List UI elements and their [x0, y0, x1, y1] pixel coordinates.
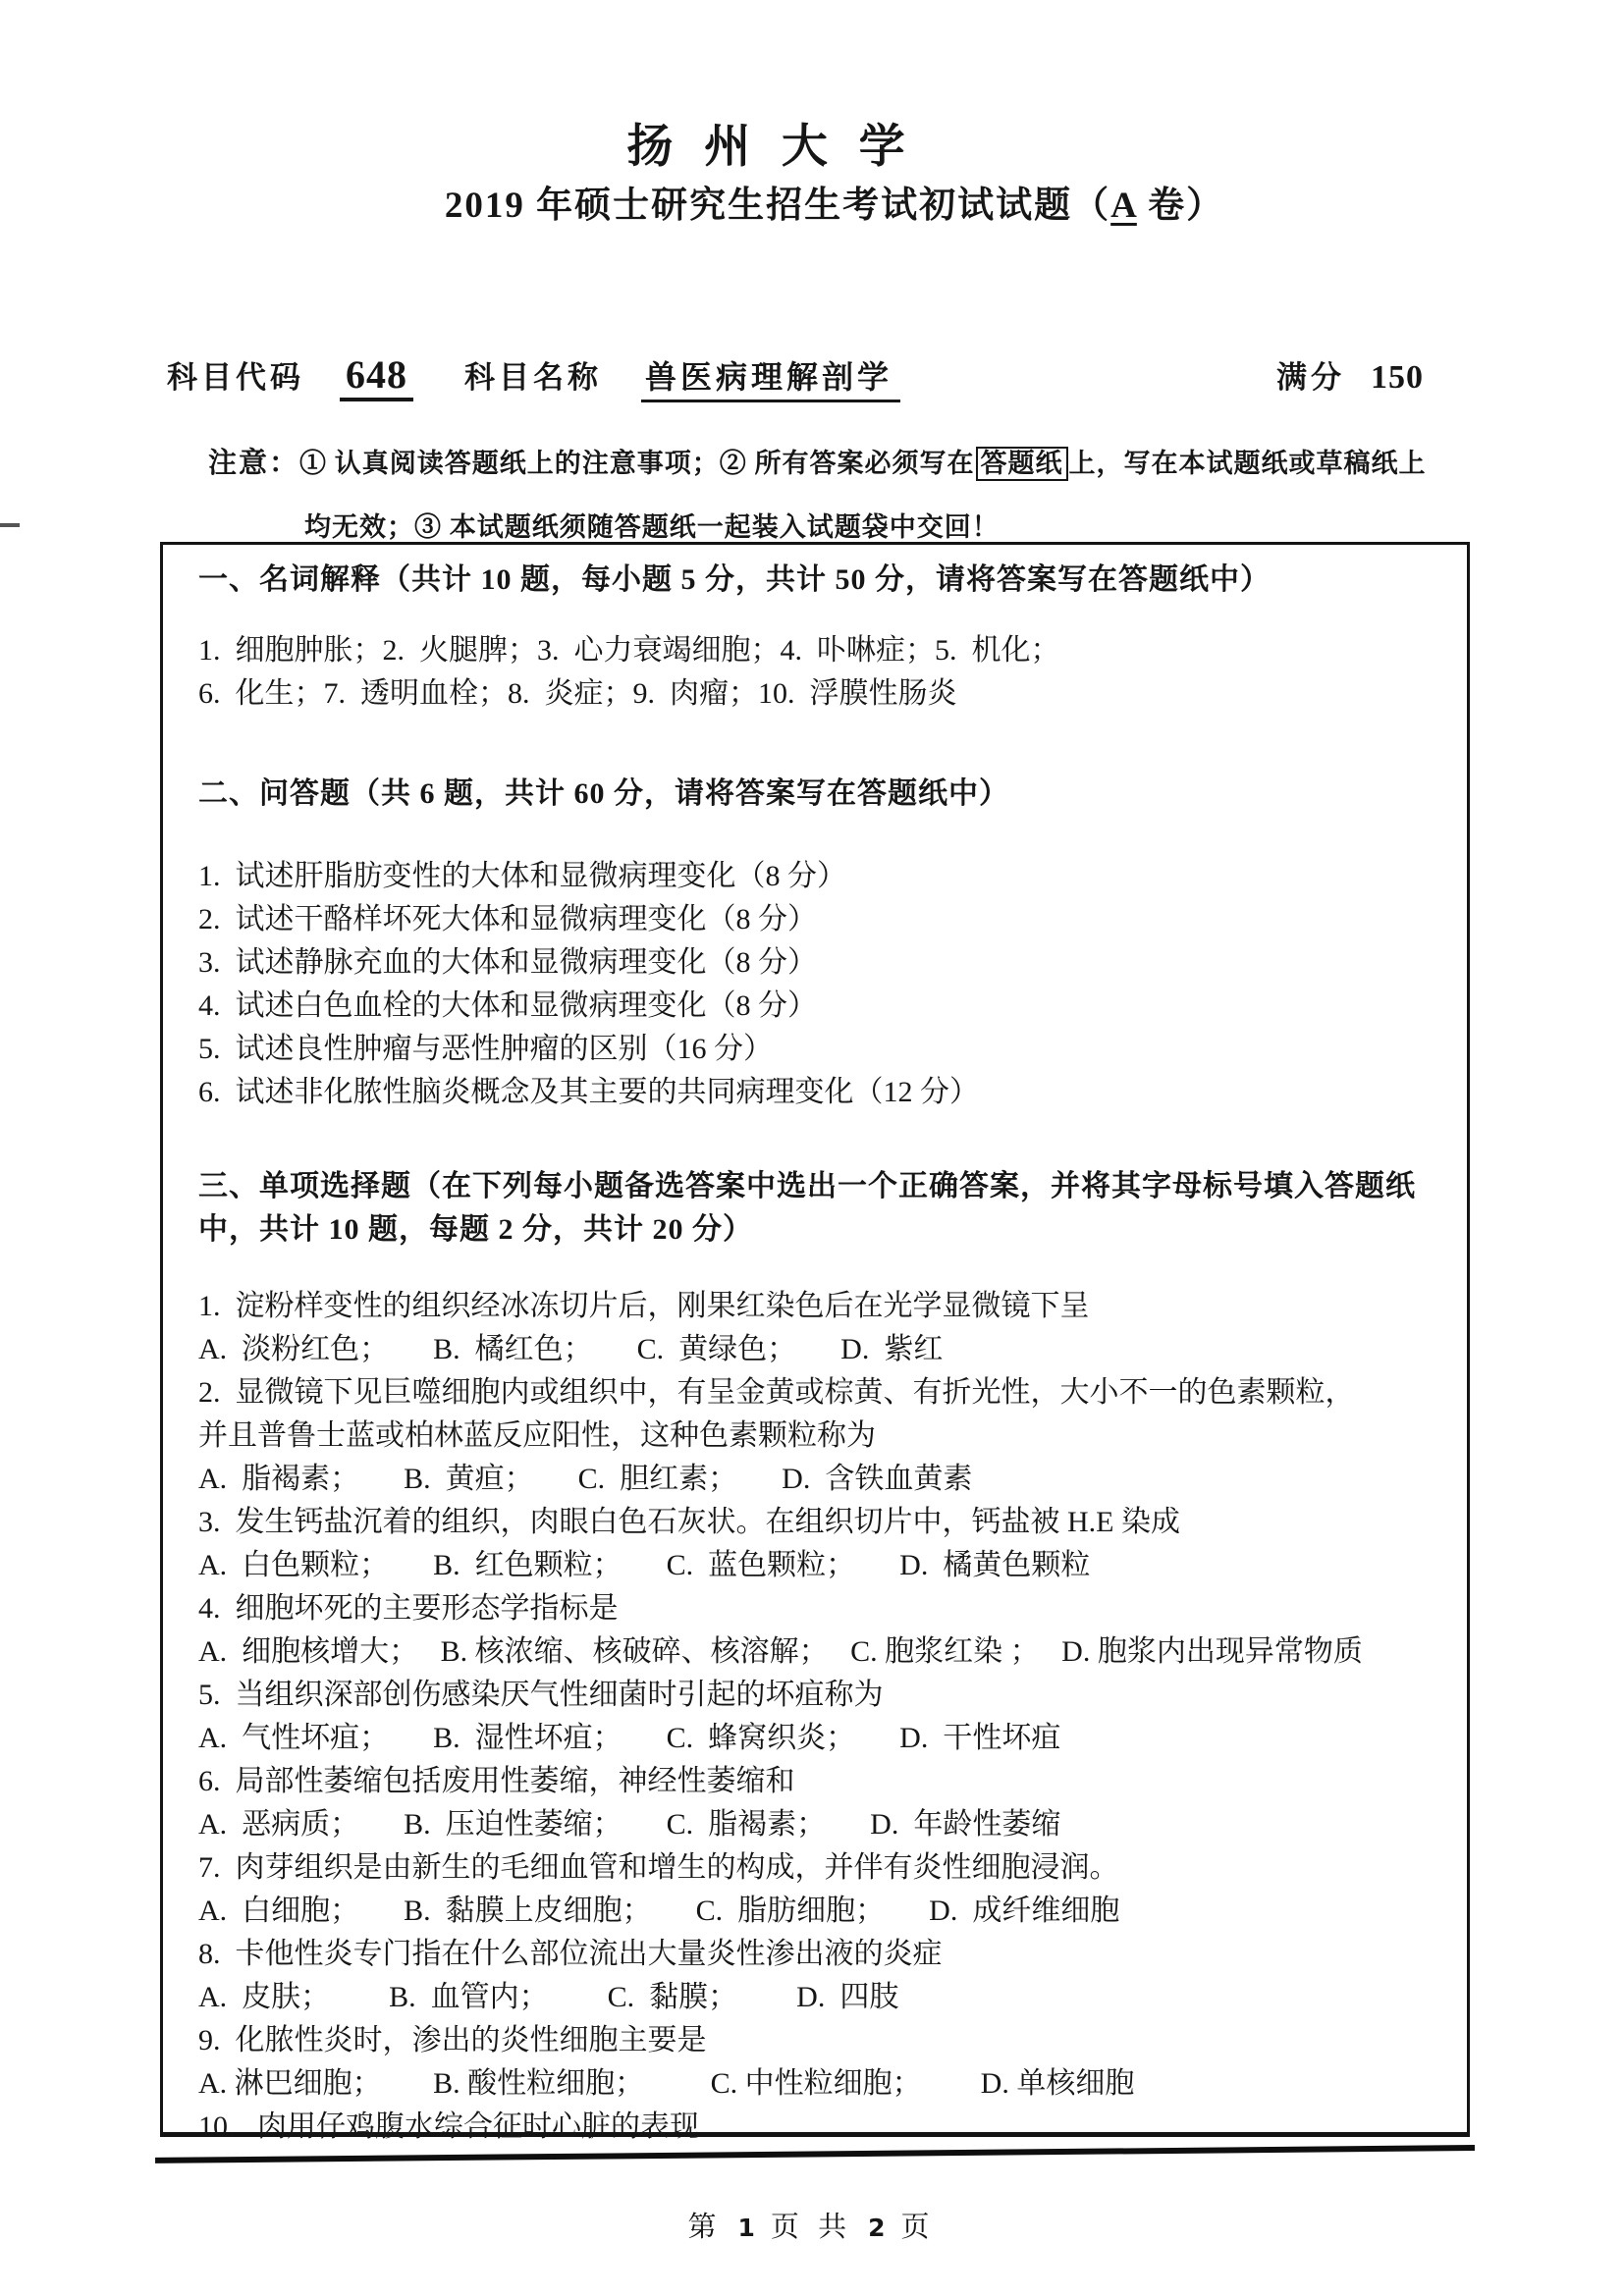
section-two-item: 4. 试述白色血栓的大体和显微病理变化（8 分）: [198, 989, 817, 1022]
exam-title-prefix: 2019 年硕士研究生招生考试初试试题（: [444, 186, 1111, 226]
footer-total-pages: 2: [868, 2214, 886, 2242]
section-one-heading: 一、名词解释（共计 10 题，每小题 5 分，共计 50 分，请将答案写在答题纸中）: [198, 563, 1271, 596]
question-line: 7. 肉芽组织是由新生的毛细血管和增生的构成，并伴有炎性细胞浸润。: [198, 1851, 1119, 1884]
notice-line1-before-box: ① 认真阅读答题纸上的注意事项；② 所有答案必须写在: [299, 449, 975, 478]
notice-boxed-word: 答题纸: [976, 447, 1068, 481]
question-line: 6. 局部性萎缩包括废用性萎缩，神经性萎缩和: [198, 1765, 795, 1797]
page-footer: [0, 2205, 1623, 2245]
footer-current-page: 1: [737, 2214, 755, 2242]
section-two-heading: 二、问答题（共 6 题，共计 60 分，请将答案写在答题纸中）: [198, 777, 1009, 810]
section-two-item: 2. 试述干酪样坏死大体和显微病理变化（8 分）: [198, 903, 817, 935]
section-three-heading: 三、单项选择题（在下列每小题备选答案中选出一个正确答案，并将其字母标号填入答题纸中，共计 10 题，每题 2 分，共计 20 分）: [198, 1170, 1416, 1246]
subject-meta-row: [167, 351, 1424, 402]
question-line: 1. 淀粉样变性的组织经冰冻切片后，刚果红染色后在光学显微镜下呈: [198, 1290, 1090, 1322]
options-line: A. 淋巴细胞； B. 酸性粒细胞； C. 中性粒细胞； D. 单核细胞: [198, 2067, 1135, 2100]
university-title: 扬 州 大 学: [626, 122, 915, 173]
options-line: A. 恶病质； B. 压迫性萎缩； C. 脂褐素； D. 年龄性萎缩: [198, 1808, 1061, 1841]
options-line: A. 白色颗粒； B. 红色颗粒； C. 蓝色颗粒； D. 橘黄色颗粒: [198, 1549, 1091, 1581]
question-box: [160, 542, 1470, 2143]
section-one-line: 6. 化生；7. 透明血栓；8. 炎症；9. 肉瘤；10. 浮膜性肠炎: [198, 677, 957, 710]
options-line: A. 皮肤； B. 血管内； C. 黏膜； D. 四肢: [198, 1981, 899, 2013]
paper-variant: A: [1110, 186, 1137, 226]
notice-label: 注意：: [208, 448, 300, 479]
question-line: 4. 细胞坏死的主要形态学指标是: [198, 1592, 619, 1625]
section-two-item: 3. 试述静脉充血的大体和显微病理变化（8 分）: [198, 946, 817, 979]
notice-line-2: 均无效；③ 本试题纸须随答题纸一起装入试题袋中交回！: [304, 512, 1000, 542]
full-score-value: 150: [1371, 359, 1424, 396]
subject-code-value: 648: [340, 351, 413, 401]
question-line: 2. 显微镜下见巨噬细胞内或组织中，有呈金黄或棕黄、有折光性，大小不一的色素颗粒，: [198, 1376, 1355, 1409]
scan-artifact-dash: [0, 523, 20, 527]
options-line: A. 气性坏疽； B. 湿性坏疽； C. 蜂窝织炎； D. 干性坏疽: [198, 1722, 1061, 1754]
subject-name-value: 兽医病理解剖学: [641, 352, 900, 402]
exam-title: [0, 175, 1623, 228]
question-line: 8. 卡他性炎专门指在什么部位流出大量炎性渗出液的炎症: [198, 1938, 943, 1970]
section-one-line: 1. 细胞肿胀；2. 火腿脾；3. 心力衰竭细胞；4. 卟啉症；5. 机化；: [198, 634, 1060, 667]
exam-title-suffix: 卷）: [1136, 186, 1225, 226]
question-line: 3. 发生钙盐沉着的组织，肉眼白色石灰状。在组织切片中，钙盐被 H.E 染成: [198, 1506, 1180, 1538]
section-two-item: 5. 试述良性肿瘤与恶性肿瘤的区别（16 分）: [198, 1033, 773, 1065]
subject-code-label: 科目代码: [167, 360, 304, 395]
notice-line1-after-box: 上，写在本试题纸或草稿纸上: [1068, 449, 1427, 478]
full-score-group: [1276, 352, 1424, 397]
footer-middle: 页 共: [770, 2212, 853, 2243]
footer-suffix: 页: [900, 2212, 936, 2243]
options-line: A. 白细胞； B. 黏膜上皮细胞； C. 脂肪细胞； D. 成纤维细胞: [198, 1895, 1120, 1927]
question-line: 并且普鲁士蓝或柏林蓝反应阳性，这种色素颗粒称为: [198, 1419, 876, 1452]
options-line: A. 淡粉红色； B. 橘红色； C. 黄绿色； D. 紫红: [198, 1333, 944, 1365]
footer-prefix: 第: [687, 2212, 723, 2243]
options-line: A. 细胞核增大； B. 核浓缩、核破碎、核溶解； C. 胞浆红染 ； D. 胞浆内出现异常物质: [198, 1635, 1363, 1668]
notice-block: [208, 444, 1485, 547]
options-line: A. 脂褐素； B. 黄疸； C. 胆红素； D. 含铁血黄素: [198, 1463, 973, 1495]
question-line: 5. 当组织深部创伤感染厌气性细菌时引起的坏疽称为: [198, 1679, 884, 1711]
notice-line-1: [208, 444, 1485, 483]
subject-name-label: 科目名称: [464, 360, 602, 395]
section-two-item: 1. 试述肝脂肪变性的大体和显微病理变化（8 分）: [198, 860, 846, 892]
question-line: 10. 肉用仔鸡腹水综合征时心脏的表现: [198, 2110, 699, 2143]
section-two-item: 6. 试述非化脓性脑炎概念及其主要的共同病理变化（12 分）: [198, 1076, 979, 1108]
full-score-label: 满分: [1276, 360, 1345, 395]
question-line: 9. 化脓性炎时，渗出的炎性细胞主要是: [198, 2024, 707, 2056]
